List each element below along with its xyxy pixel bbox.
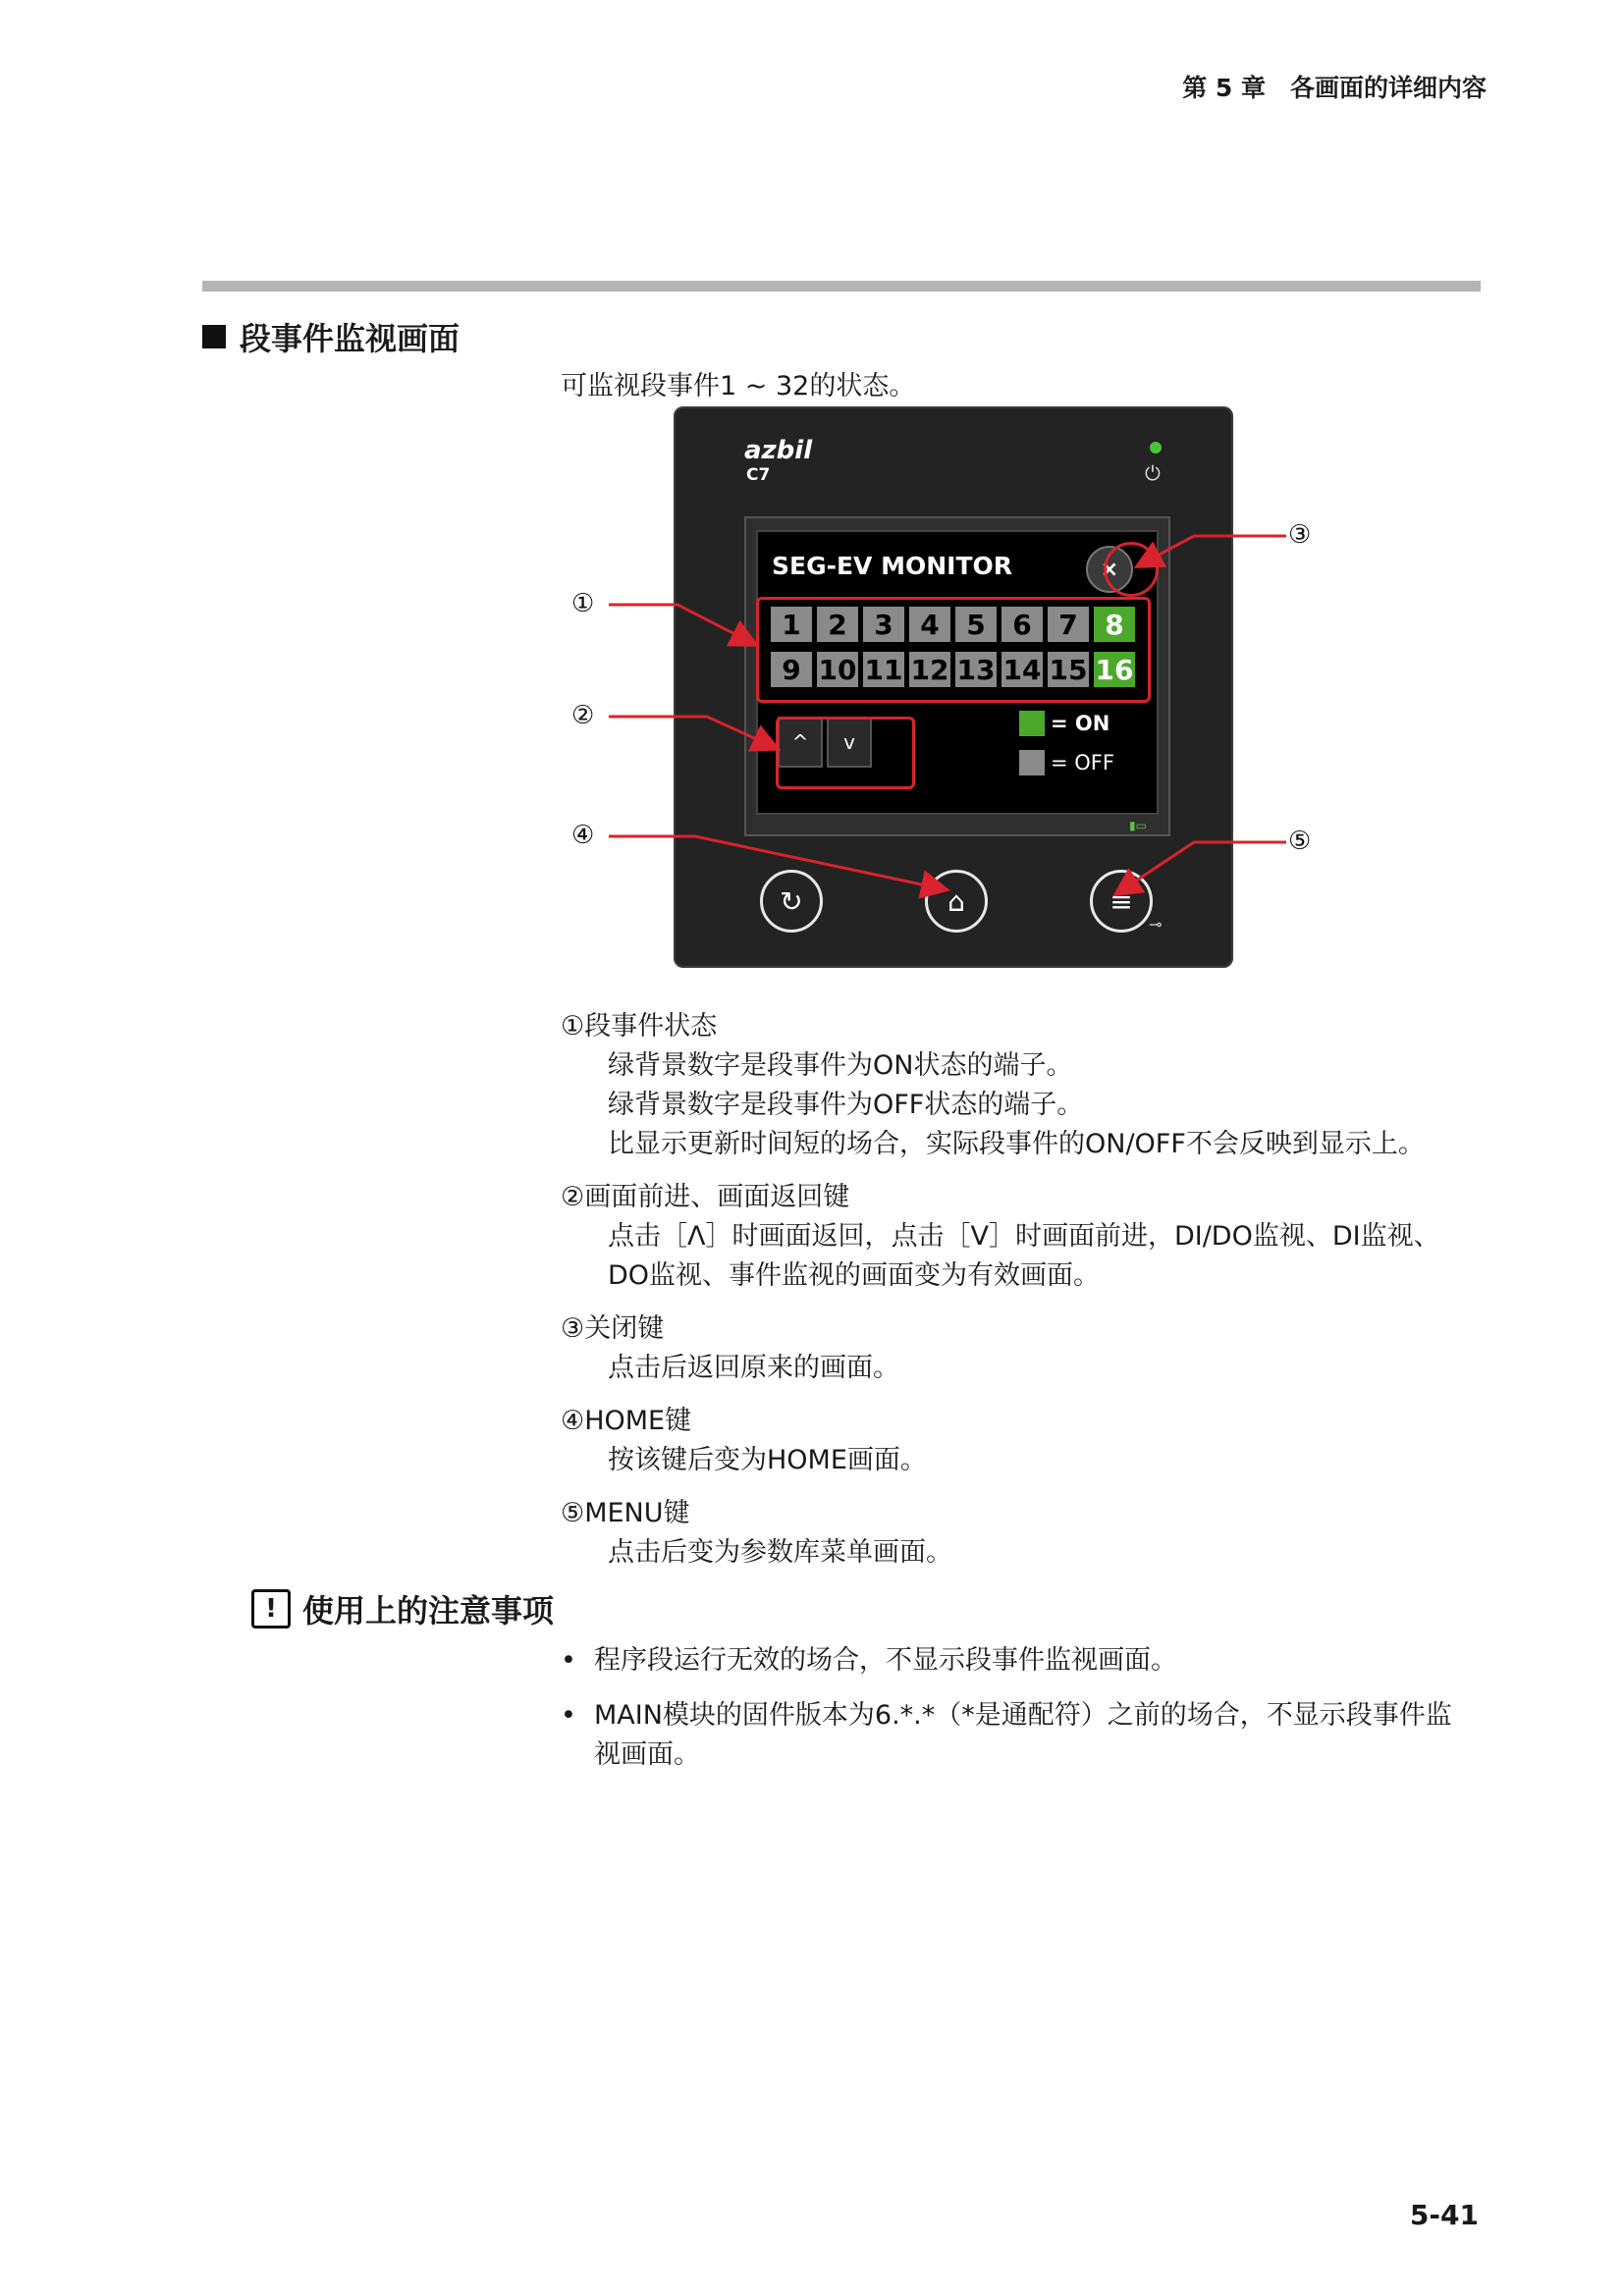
refresh-icon: ↻ [780,884,803,918]
power-icon: ⏻ [1145,461,1161,485]
segment-event-2: 2 [817,607,858,642]
battery-icon: ▮▭ [1129,819,1147,832]
bullet-icon: • [561,1645,576,1676]
desc-title: ②画面前进、画面返回键 [561,1182,850,1212]
note-item [561,1696,1452,1775]
callout-2: ② [571,701,595,730]
note-item [561,1641,1177,1681]
key-icon: ⊸ [1149,915,1163,934]
segment-event-5: 5 [955,607,997,642]
section-intro: 可监视段事件1 ~ 32的状态。 [561,371,916,401]
segment-event-1: 1 [771,607,812,642]
desc-line: 点击后变为参数库菜单画面。 [608,1537,952,1568]
notes-heading [251,1586,554,1631]
page-number: 5-41 [1409,2199,1479,2231]
note-line: 视画面。 [594,1739,700,1770]
segment-event-16: 16 [1095,653,1134,686]
chevron-up-icon: ^ [791,730,809,754]
warning-icon: ! [251,1589,291,1629]
note-line: 程序段运行无效的场合，不显示段事件监视画面。 [594,1645,1177,1676]
desc-title: ④HOME键 [561,1406,692,1436]
callout-arrow-2 [609,717,776,748]
desc-block-1 [561,1007,1425,1164]
callout-3: ③ [1288,520,1312,550]
callout-arrows [0,0,1624,982]
callout-arrow-1 [609,605,754,644]
desc-line: 比显示更新时间短的场合，实际段事件的ON/OFF不会反映到显示上。 [608,1129,1425,1159]
desc-title: ⑤MENU键 [561,1498,690,1528]
notes-title: 使用上的注意事项 [302,1592,555,1629]
note-line: MAIN模块的固件版本为6.*.*（*是通配符）之前的场合，不显示段事件监 [594,1700,1452,1731]
callout-5: ⑤ [1288,827,1312,856]
menu-icon: ≡ [1110,884,1133,918]
segment-event-14: 14 [1002,653,1042,686]
callout-4: ④ [571,821,595,850]
segment-event-3: 3 [863,607,904,642]
section-title: 段事件监视画面 [240,320,460,357]
chevron-down-icon: v [843,730,855,754]
desc-title: ③关闭键 [561,1313,665,1344]
segment-event-13: 13 [956,653,996,686]
desc-block-2 [561,1178,1440,1296]
desc-line: 绿背景数字是段事件为OFF状态的端子。 [608,1090,1084,1120]
segment-event-9: 9 [771,652,812,687]
callout-arrow-5 [1117,842,1286,893]
callout-arrow-3 [1139,536,1286,565]
segment-event-15: 15 [1049,653,1088,686]
desc-block-4 [561,1402,927,1480]
desc-block-5 [561,1494,952,1573]
segment-event-12: 12 [910,653,949,686]
desc-block-3 [561,1309,899,1388]
chapter-header: 第 5 章 各画面的详细内容 [1182,74,1487,102]
segment-event-4: 4 [909,607,950,642]
segment-event-8: 8 [1094,607,1135,642]
desc-line: 点击［Λ］时画面返回，点击［V］时画面前进，DI/DO监视、DI监视、 [608,1221,1440,1252]
desc-line: DO监视、事件监视的画面变为有效画面。 [608,1260,1101,1291]
legend-off-label: = OFF [1051,751,1114,774]
home-icon: ⌂ [947,884,965,918]
model-label: C7 [746,465,771,485]
desc-line: 点击后返回原来的画面。 [608,1353,899,1383]
segment-event-11: 11 [864,653,903,686]
segment-event-6: 6 [1001,607,1043,642]
callout-1: ① [571,589,595,618]
desc-line: 绿背景数字是段事件为ON状态的端子。 [608,1050,1073,1081]
desc-title: ①段事件状态 [561,1011,718,1041]
callout-arrow-4 [609,836,945,889]
close-icon: × [1100,557,1119,582]
bullet-icon: • [561,1700,576,1731]
segment-event-10: 10 [818,653,857,686]
desc-line: 按该键后变为HOME画面。 [608,1445,927,1475]
segment-event-7: 7 [1048,607,1089,642]
popup-title: SEG-EV MONITOR [772,552,1013,580]
legend-on-label: = ON [1051,712,1110,735]
brand-logo: azbil [744,436,813,465]
